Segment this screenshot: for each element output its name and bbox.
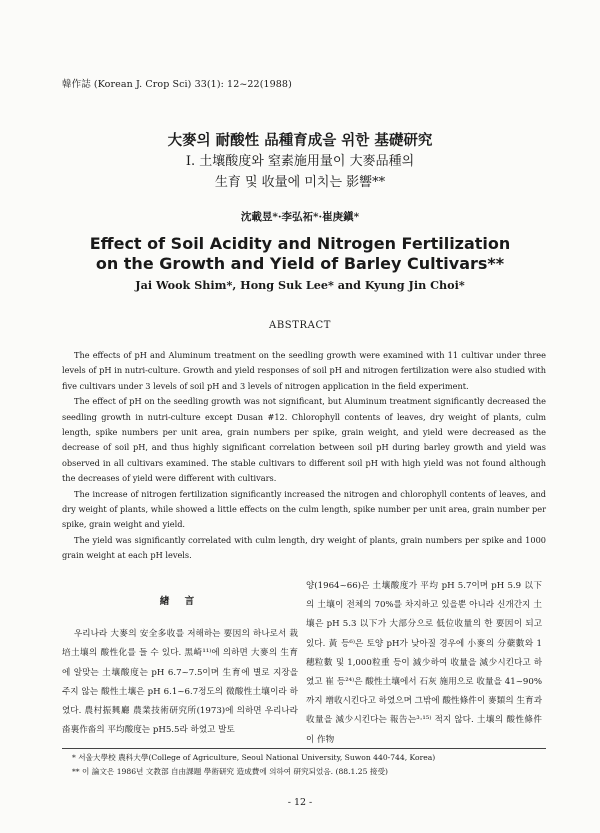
korean-subtitle-line1: Ⅰ. 土壤酸度와 窒素施用量이 大麥品種의	[185, 154, 415, 169]
abstract-heading: ABSTRACT	[269, 320, 331, 331]
intro-text-left: 우리나라 大麥의 安全多收를 저해하는 要因의 하나로서 栽培土壤의 酸性化를 들 수 있다. 黑崎¹¹⁾에 의하면 大麥의 生育에 알맞는 土壤酸度는 pH 6.7~7.5이며 生育에 별로 지장을 주지 않는 酸性土壤은 pH 6.1~6.7정도의 微酸性土壤이라 하였다. 農村振興廳 農業技術研究所(1973)에 의하면 우리나라 畓裏作畓의 平均酸度는 pH5.5라 하였고 발토	[62, 629, 298, 736]
body-column-left	[62, 580, 298, 740]
korean-authors: 沈載昱*·李弘祏*·崔庚鎭*	[240, 211, 360, 223]
footnote-funding: ** 이 論文은 1986년 文教部 自由課題 學術研究 造成費에 의하여 研究되었음. (88.1.25 接受)	[72, 767, 389, 776]
english-title-line1: Effect of Soil Acidity and Nitrogen Fertilization	[89, 234, 511, 253]
body-column-right	[306, 577, 542, 750]
abstract-body	[62, 348, 546, 564]
english-authors: Jai Wook Shim*, Hong Suk Lee* and Kyung Jin Choi*	[135, 278, 465, 292]
journal-citation: 韓作誌 (Korean J. Crop Sci) 33(1): 12~22(1988)	[62, 79, 292, 90]
abstract-paragraph-2: The effect of pH on the seedling growth was not significant, but Aluminum treatment significantly decreased the seedling growth in nutri-culture except Dusan #12. Chlorophyll contents of leaves, dry weight of plants, culm length, spike numbers per unit area, grain numbers per spike, grain weight, and yield were decreased as the decrease of soil pH, and thus highly significant correlation between soil pH during barley growth and yield was observed in all cultivars examined. The stable cultivars to different soil pH with high yield was not found although the decreases of yield were different with cultivars.	[62, 396, 546, 484]
english-title	[0, 234, 600, 274]
intro-text-right: 양(1964~66)은 土壤酸度가 平均 pH 5.7이며 pH 5.9 以下의 土壤이 전체의 70%를 차지하고 있을뿐 아니라 신개간지 土壤은 pH 5.3 以下가 大部分으로 低位收量의 한 要因이 되고 있다. 黃 등⁶⁾은 토양 pH가 낮아질 경우에 小麥의 分蘗數와 1穗粒數 및 1,000粒重 등이 減少하여 收量을 減少시킨다고 하였고 崔 등²⁴⁾은 酸性土壤에서 石灰 施用으로 收量을 41~90%까지 增收시킨다고 하였으며 그밖에 酸性條件이 麥類의 生育과 收量을 減少시킨다는 報告는³·¹⁵⁾ 적지 않다. 土壤의 酸性條件이 作物	[306, 581, 542, 745]
abstract-paragraph-4: The yield was significantly correlated with culm length, dry weight of plants, grain numbers per spike and 1000 grain weight at each pH levels.	[62, 534, 546, 561]
footnote-divider	[62, 748, 546, 749]
page-number: - 12 -	[287, 797, 313, 808]
korean-subtitle-line2: 生育 및 收量에 미치는 影響**	[214, 175, 386, 190]
introduction-heading: 緖 言	[159, 596, 201, 607]
korean-title: 大麥의 耐酸性 品種育成을 위한 基礎研究	[167, 132, 433, 149]
english-title-line2: on the Growth and Yield of Barley Cultivars**	[95, 254, 505, 273]
footnote-affiliation: * 서울大學校 農科大學(College of Agriculture, Seoul National University, Suwon 440-744, Korea)	[72, 753, 436, 762]
abstract-paragraph-3: The increase of nitrogen fertilization significantly increased the nitrogen and chlorophyll contents of leaves, and dry weight of plants, while showed a little effects on the culm length, spike number per unit area, grain number per spike, grain weight and yield.	[62, 488, 546, 530]
korean-subtitle	[0, 151, 600, 193]
abstract-paragraph-1: The effects of pH and Aluminum treatment on the seedling growth were examined with 11 cultivar under three levels of pH in nutri-culture. Growth and yield responses of soil pH and nitrogen fertilization were also studied with five cultivars under 3 levels of soil pH and 3 levels of nitrogen application in the field experiment.	[62, 350, 546, 391]
